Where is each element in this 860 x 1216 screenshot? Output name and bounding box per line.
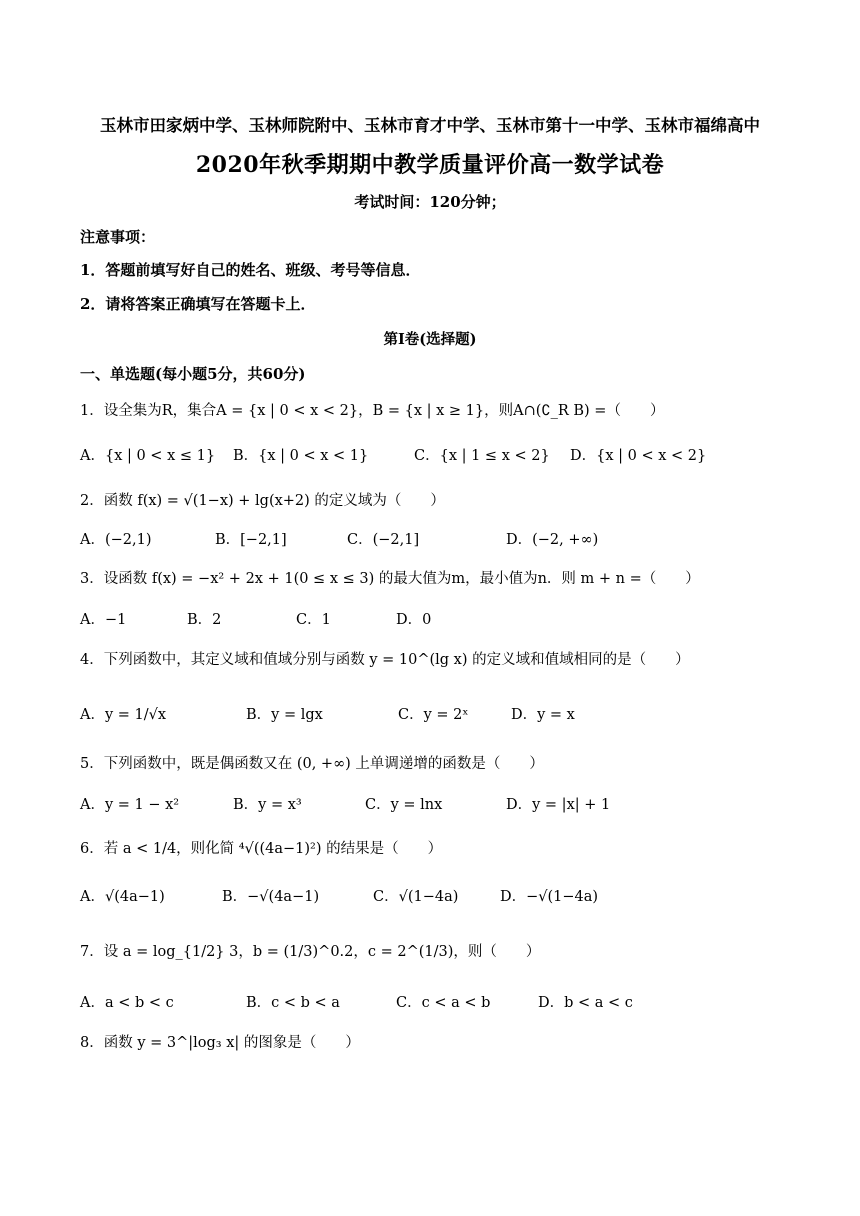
answer-option: D．y = x bbox=[511, 707, 575, 723]
answer-option: B．y = x³ bbox=[233, 797, 302, 813]
note-item: 2．请将答案正确填写在答题卡上． bbox=[80, 295, 316, 313]
exam-time: 考试时间：120分钟； bbox=[354, 193, 506, 211]
answer-option: A．a < b < c bbox=[80, 995, 174, 1011]
answer-option: A．{x | 0 < x ≤ 1} bbox=[80, 448, 216, 464]
answer-option: B．{x | 0 < x < 1} bbox=[233, 448, 369, 464]
volume-title: 第I卷(选择题) bbox=[383, 331, 477, 348]
answer-option: A．(−2,1) bbox=[80, 532, 152, 548]
answer-option: D．0 bbox=[396, 612, 432, 628]
answer-option: C．y = 2ˣ bbox=[398, 707, 469, 723]
answer-option: C．1 bbox=[296, 612, 331, 628]
note-item: 1．答题前填写好自己的姓名、班级、考号等信息． bbox=[80, 261, 421, 279]
section-title: 一、单选题(每小题5分，共60分) bbox=[80, 365, 306, 383]
answer-option: B．2 bbox=[187, 612, 222, 628]
answer-option: A．y = 1/√x bbox=[80, 707, 167, 723]
question-stem: 2．函数 f(x) = √(1−x) + lg(x+2) 的定义域为（ ） bbox=[80, 493, 445, 509]
question-stem: 1．设全集为R，集合A = {x | 0 < x < 2}，B = {x | x ≥ 1}，则A∩(∁_R B) =（ ） bbox=[80, 403, 665, 419]
answer-option: C．y = lnx bbox=[365, 797, 443, 813]
answer-option: B．y = lgx bbox=[246, 707, 323, 723]
answer-option: A．√(4a−1) bbox=[80, 889, 165, 905]
answer-option: D．(−2, +∞) bbox=[506, 532, 599, 548]
question-stem: 3．设函数 f(x) = −x² + 2x + 1(0 ≤ x ≤ 3) 的最大值为m，最小值为n．则 m + n =（ ） bbox=[80, 571, 700, 587]
answer-option: B．c < b < a bbox=[246, 995, 340, 1011]
question-stem: 8．函数 y = 3^|log₃ x| 的图象是（ ） bbox=[80, 1035, 360, 1051]
exam-title: 2020年秋季期期中教学质量评价高一数学试卷 bbox=[195, 152, 665, 178]
answer-option: D．−√(1−4a) bbox=[500, 889, 599, 905]
question-stem: 4．下列函数中，其定义域和值域分别与函数 y = 10^(lg x) 的定义域和值域相同的是（ ） bbox=[80, 652, 690, 668]
question-stem: 7．设 a = log_{1/2} 3，b = (1/3)^0.2，c = 2^(1/3)，则（ ） bbox=[80, 944, 541, 960]
school-list: 玉林市田家炳中学、玉林师院附中、玉林市育才中学、玉林市第十一中学、玉林市福绵高中 bbox=[100, 116, 760, 135]
answer-option: B．[−2,1] bbox=[215, 532, 287, 548]
question-stem: 6．若 a < 1/4，则化简 ⁴√((4a−1)²) 的结果是（ ） bbox=[80, 841, 443, 857]
answer-option: D．{x | 0 < x < 2} bbox=[570, 448, 707, 464]
answer-option: C．{x | 1 ≤ x < 2} bbox=[414, 448, 550, 464]
answer-option: D．b < a < c bbox=[538, 995, 633, 1011]
answer-option: C．c < a < b bbox=[396, 995, 491, 1011]
notes-heading: 注意事项： bbox=[80, 228, 156, 246]
answer-option: C．(−2,1] bbox=[347, 532, 420, 548]
question-stem: 5．下列函数中，既是偶函数又在 (0, +∞) 上单调递增的函数是（ ） bbox=[80, 756, 544, 772]
answer-option: A．y = 1 − x² bbox=[80, 797, 180, 813]
answer-option: D．y = |x| + 1 bbox=[506, 797, 611, 813]
answer-option: A．−1 bbox=[80, 612, 127, 628]
answer-option: C．√(1−4a) bbox=[373, 889, 459, 905]
answer-option: B．−√(4a−1) bbox=[222, 889, 320, 905]
